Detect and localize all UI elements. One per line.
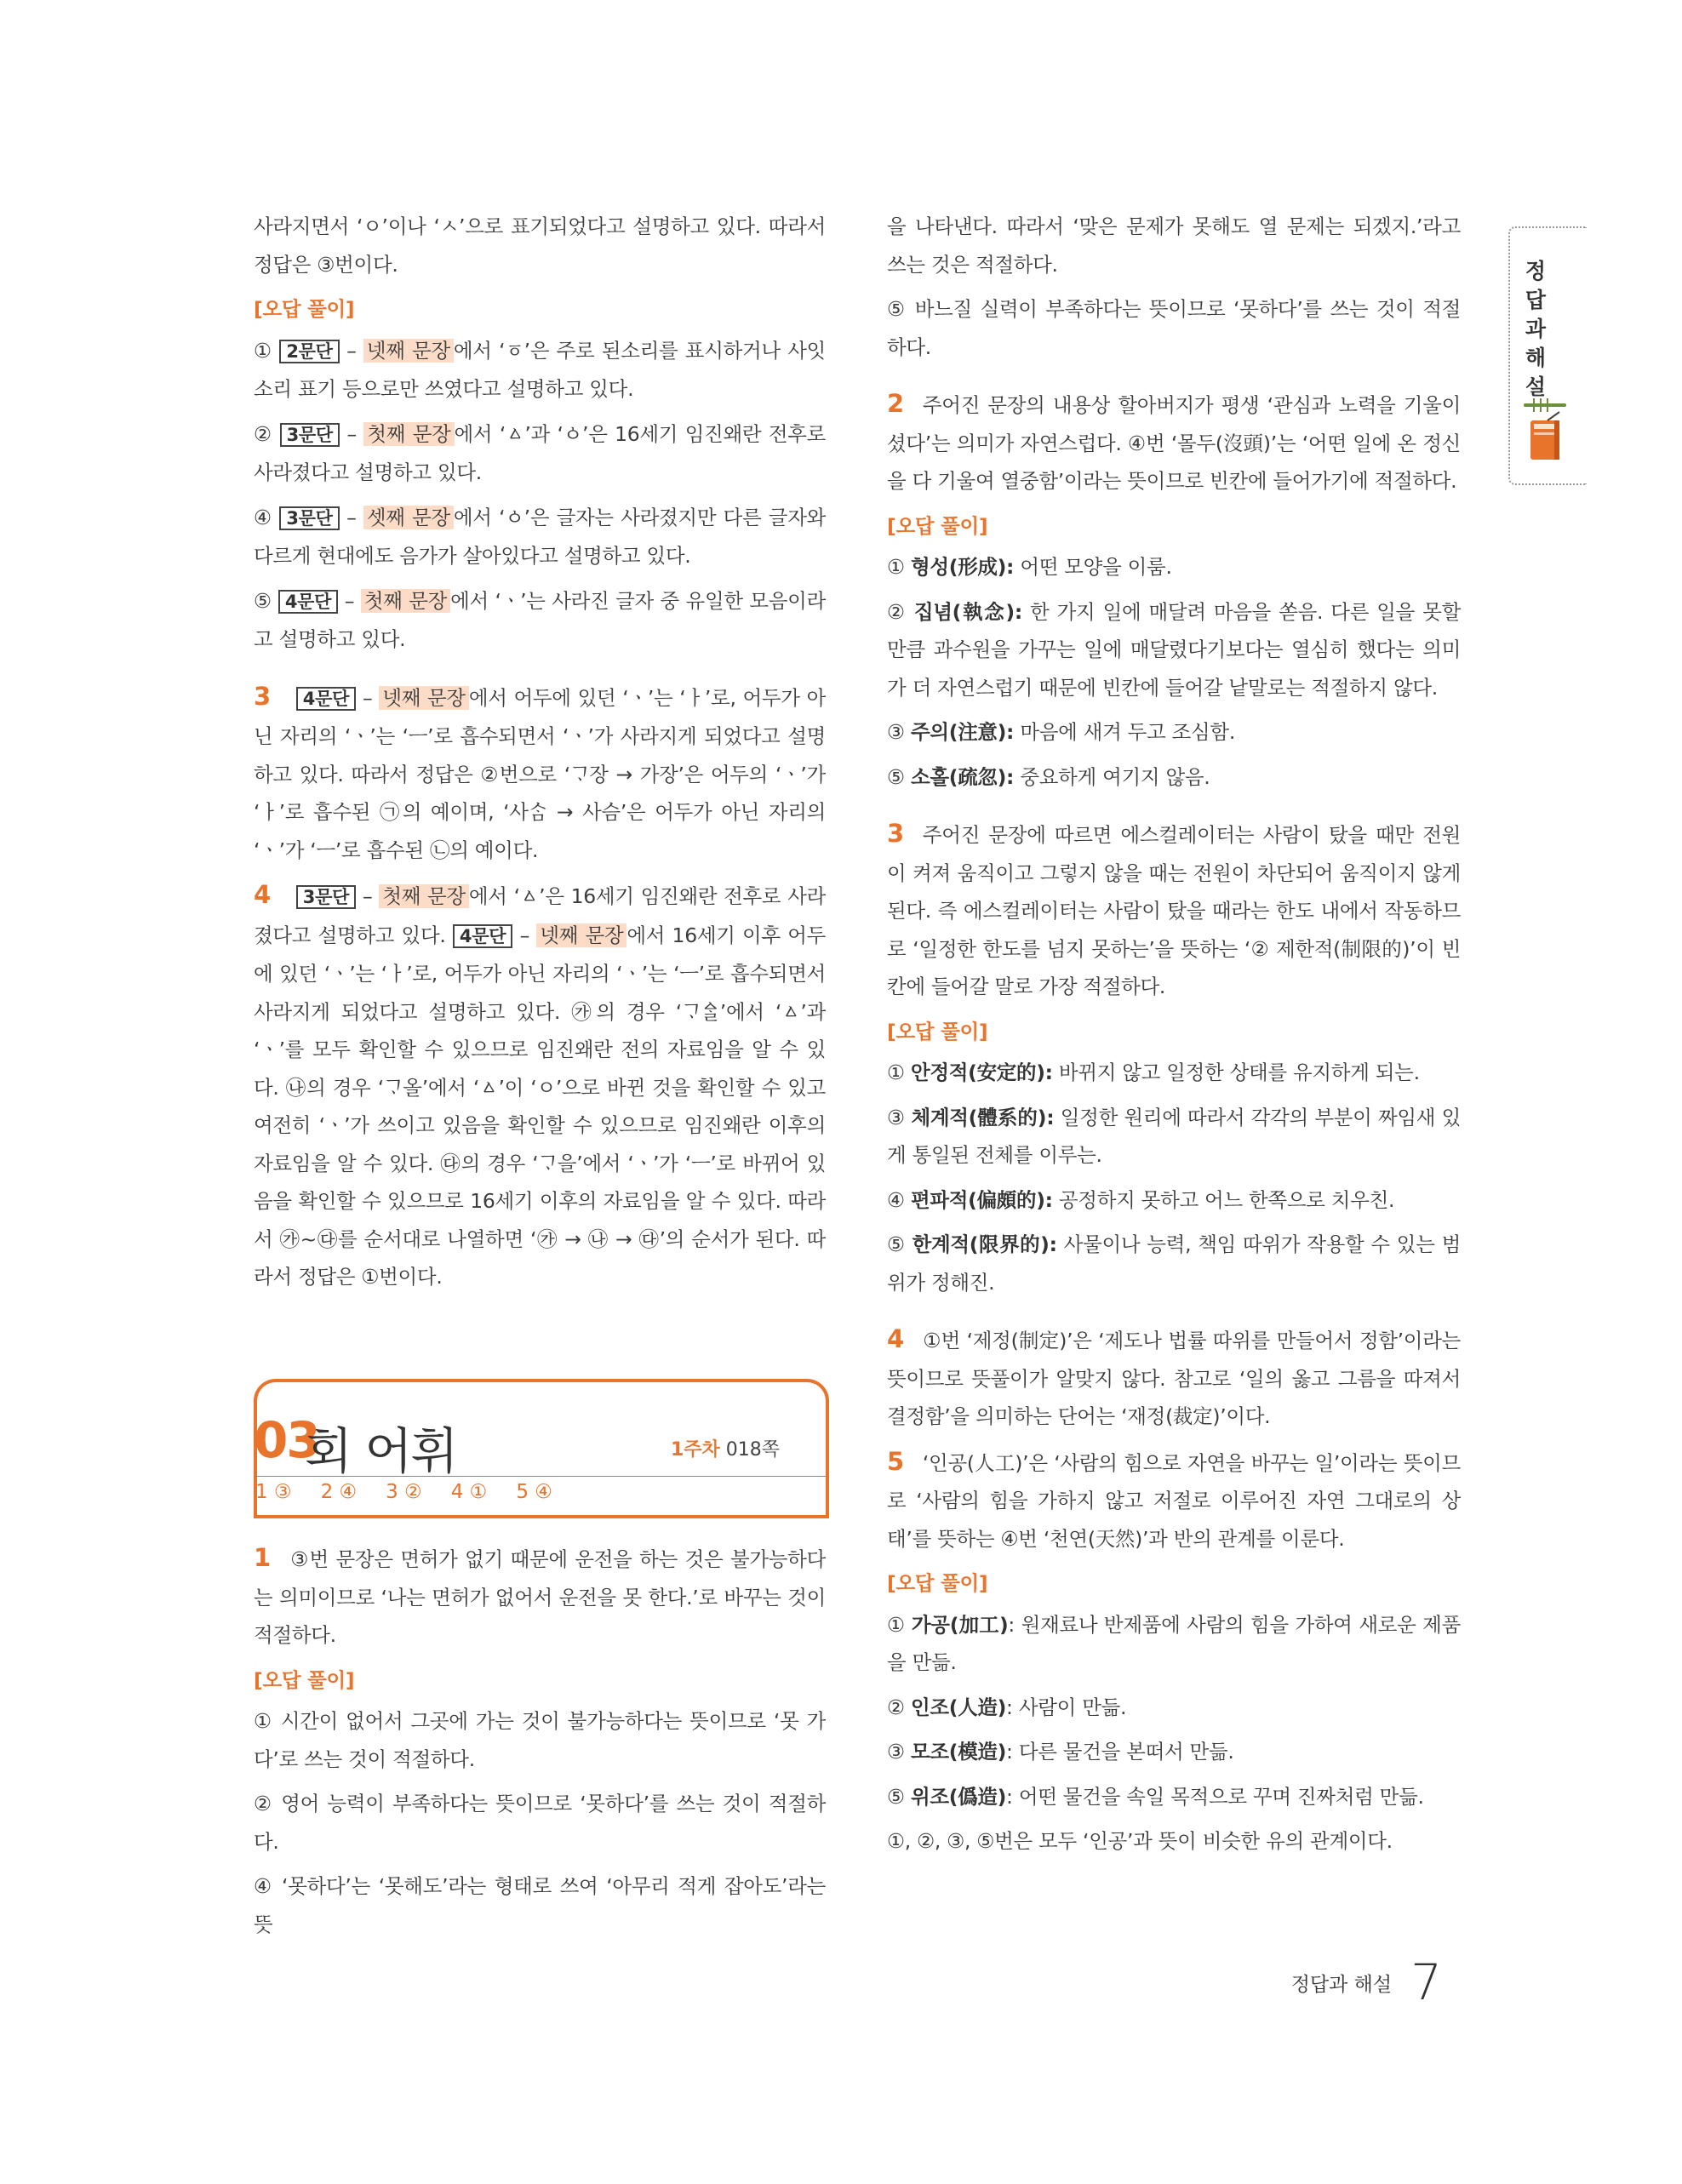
definition-item: ① 안정적(安定的): 바뀌지 않고 일정한 상태를 유지하게 되는. <box>887 1061 1420 1084</box>
paragraph-ref-box: 3문단 <box>280 423 340 447</box>
sentence-highlight: 넷째 문장 <box>379 686 469 710</box>
answer-key-item: 5 ④ <box>516 1481 552 1503</box>
wrong-answer-heading: [오답 풀이] <box>887 1019 988 1043</box>
closing-note: ①, ②, ③, ⑤번은 모두 ‘인공’과 뜻이 비슷한 유의 관계이다. <box>887 1829 1393 1853</box>
question-number: 3 <box>254 681 271 711</box>
section-divider <box>254 1476 826 1477</box>
wrong-answer-heading: [오답 풀이] <box>254 1667 355 1692</box>
definition-item: ④ 편파적(偏頗的): 공정하지 못하고 어느 한쪽으로 치우친. <box>887 1187 1395 1212</box>
wrong-answer-heading: [오답 풀이] <box>887 513 988 538</box>
sentence-highlight: 넷째 문장 <box>363 339 454 363</box>
definition-item: ② 집념(執念): 한 가지 일에 매달려 마음을 쏟음. 다른 일을 못할 만큼 과수원을 가꾸는 일에 매달렸다기보다는 열심히 했다는 의미가 더 자연스럽기 때문에 빈칸에 들어갈 낱말로는 적절하지 않다. <box>887 599 1461 700</box>
wrong-answer-item: ① 시간이 없어서 그곳에 가는 것이 불가능하다는 뜻이므로 ‘못 가다’로 쓰는 것이 적절하다. <box>254 1709 826 1771</box>
sentence-highlight: 셋째 문장 <box>363 506 454 529</box>
paragraph-ref-box: 4문단 <box>278 590 338 614</box>
wrong-answer-item: ② 영어 능력이 부족하다는 뜻이므로 ‘못하다’를 쓰는 것이 적절하다. <box>254 1792 826 1854</box>
definition-item: ③ 주의(注意): 마음에 새겨 두고 조심함. <box>887 720 1236 744</box>
side-tab-char: 정 <box>1525 259 1547 283</box>
sentence-highlight: 첫째 문장 <box>379 884 469 908</box>
question-2-explanation: 2 주어진 문장의 내용상 할아버지가 평생 ‘관심과 노력을 기울이셨다’는 의미가 자연스럽다. ④번 ‘몰두(沒頭)’는 ‘어떤 일에 온 정신을 다 기울여 열중함’이라는 뜻이므로 빈칸에 들어가기에 적절하다. <box>887 389 1461 493</box>
question-5-explanation: 5 ‘인공(人工)’은 ‘사람의 힘으로 자연을 바꾸는 일’이라는 뜻이므로 ‘사람의 힘을 가하지 않고 저절로 이루어진 자연 그대로의 상태’를 뜻하는 ④번 ‘천연(天然)’과 반의 관계를 이룬다. <box>887 1446 1461 1551</box>
page-footer <box>1290 1953 1442 2011</box>
left-paragraph-continuation: 사라지면서 ‘ㅇ’이나 ‘ㅅ’으로 표기되었다고 설명하고 있다. 따라서 정답은 ③번이다. <box>254 214 826 277</box>
wrong-answer-item: ④ ‘못하다’는 ‘못해도’라는 형태로 쓰여 ‘아무리 적게 잡아도’라는 뜻 <box>254 1874 826 1936</box>
paragraph-ref-box: 3문단 <box>296 885 356 909</box>
answer-key-item: 1 ③ <box>255 1481 292 1503</box>
definition-item: ⑤ 소홀(疏忽): 중요하게 여기지 않음. <box>887 764 1210 789</box>
answer-key <box>255 1481 552 1503</box>
question-number: 4 <box>254 880 271 909</box>
left-column <box>254 208 826 1303</box>
section-bottom-rule <box>254 1515 829 1518</box>
question-3-explanation: 3 주어진 문장에 따르면 에스컬레이터는 사람이 탔을 때만 전원이 켜져 움직이고 그렇지 않을 때는 전원이 차단되어 움직이지 않게 된다. 즉 에스컬레이터는 사람이 탔을 때라는 한도 내에서 작동하므로 ‘일정한 한도를 넘지 못하는’을 뜻하는 ‘② 제한적(制限的)’이 빈칸에 들어갈 말로 가장 적절하다. <box>887 819 1461 998</box>
section-title: 회 어휘 <box>305 1422 457 1480</box>
question-4-explanation: 4 ①번 ‘제정(制定)’은 ‘제도나 법률 따위를 만들어서 정함’이라는 뜻이므로 뜻풀이가 알맞지 않다. 참고로 ‘일의 옳고 그름을 따져서 결정함’을 의미하는 단어는 ‘재정(裁定)’이다. <box>887 1324 1461 1428</box>
section-number: 03 <box>254 1411 319 1469</box>
side-tab-char: 과 <box>1525 317 1547 341</box>
sentence-highlight: 넷째 문장 <box>536 923 626 947</box>
footer-label: 정답과 해설 <box>1290 1973 1393 1996</box>
question-number: 5 <box>887 1446 904 1476</box>
paragraph-ref-box: 2문단 <box>279 340 339 363</box>
definition-item: ② 인조(人造): 사람이 만듦. <box>887 1695 1127 1719</box>
side-tab-char: 설 <box>1525 374 1547 399</box>
paragraph-ref-box: 4문단 <box>453 924 512 948</box>
side-tab-char: 답 <box>1525 288 1547 312</box>
wrong-answer-item: ④ 3문단 – 셋째 문장 에서 ‘ㆁ’은 글자는 사라졌지만 다른 글자와 다르게 현대에도 음가가 살아있다고 설명하고 있다. <box>254 505 826 568</box>
left-column-lower <box>254 1539 826 1950</box>
definition-item: ③ 모조(模造): 다른 물건을 본떠서 만듦. <box>887 1740 1234 1764</box>
question-number: 4 <box>887 1324 904 1353</box>
paragraph-ref-box: 4문단 <box>296 687 356 711</box>
question-number: 1 <box>254 1543 271 1572</box>
question-4-explanation: 4 3문단 – 첫째 문장 에서 ‘ㅿ’은 16세기 임진왜란 전후로 사라졌다고 설명하고 있다. 4문단 – 넷째 문장 에서 16세기 이후 어두에 있던 ‘ㆍ’는 ‘ㅏ’로, 어두가 아닌 자리의 ‘ㆍ’는 ‘ㅡ’로 흡수되면서 사라지게 되었다고 설명하고 있다. ㉮의 경우 ‘ᄀᆞᅀᆞᆯ’에서 ‘ㅿ’과 ‘ㆍ’를 모두 확인할 수 있으므로 임진왜란 전의 자료임을 알 수 있다. ㉯의 경우 ‘ᄀᆞ올’에서 ‘ㅿ’이 ‘ㅇ’으로 바뀐 것을 확인할 수 있고 여전히 ‘ㆍ’가 쓰이고 있음을 확인할 수 있으므로 임진왜란 이후의 자료임을 알 수 있다. ㉰의 경우 ‘ᄀᆞ을’에서 ‘ㆍ’가 ‘ㅡ’로 바뀌어 있음을 확인할 수 있으므로 16세기 이후의 자료임을 알 수 있다. 따라서 ㉮~㉰를 순서대로 나열하면 ‘㉮ → ㉯ → ㉰’의 순서가 된다. 따라서 정답은 ①번이다. <box>254 880 827 1289</box>
right-paragraph-continuation: 을 나타낸다. 따라서 ‘맞은 문제가 못해도 열 문제는 되겠지.’라고 쓰는 것은 적절하다. <box>887 214 1461 277</box>
right-column <box>887 208 1461 1867</box>
wrong-answer-item: ⑤ 바느질 실력이 부족하다는 뜻이므로 ‘못하다’를 쓰는 것이 적절하다. <box>887 297 1461 359</box>
definition-item: ③ 체계적(體系的): 일정한 원리에 따라서 각각의 부분이 짜임새 있게 통일된 전체를 이루는. <box>887 1105 1461 1167</box>
wrong-answer-heading: [오답 풀이] <box>254 297 355 321</box>
sentence-highlight: 첫째 문장 <box>361 589 450 613</box>
question-number: 2 <box>887 389 904 418</box>
question-1-explanation: 1 ③번 문장은 면허가 없기 때문에 운전을 하는 것은 불가능하다는 의미이므로 ‘나는 면허가 없어서 운전을 못 한다.’로 바꾸는 것이 적절하다. <box>254 1543 826 1647</box>
answer-key-item: 3 ② <box>386 1481 422 1503</box>
wrong-answer-heading: [오답 풀이] <box>887 1571 988 1595</box>
side-tab-char: 해 <box>1525 346 1547 370</box>
sentence-highlight: 첫째 문장 <box>363 422 454 446</box>
answer-key-item: 4 ① <box>450 1481 488 1503</box>
question-3-explanation: 3 4문단 – 넷째 문장 에서 어두에 있던 ‘ㆍ’는 ‘ㅏ’로, 어두가 아닌 자리의 ‘ㆍ’는 ‘ㅡ’로 흡수되면서 ‘ㆍ’가 사라지게 되었다고 설명하고 있다. 따라서 정답은 ②번으로 ‘ᄀᆞ장 → 가장’은 어두의 ‘ㆍ’가 ‘ㅏ’로 흡수된 ㉠의 예이며, ‘사ᄉᆞᆷ → 사슴’은 어두가 아닌 자리의 ‘ㆍ’가 ‘ㅡ’로 흡수된 ㉡의 예이다. <box>254 681 827 862</box>
section-page-ref: 1주차 018쪽 <box>670 1439 780 1461</box>
wrong-answer-item: ① 2문단 – 넷째 문장 에서 ‘ㆆ’은 주로 된소리를 표시하거나 사잇소리 표기 등으로만 쓰였다고 설명하고 있다. <box>254 338 826 401</box>
wrong-answer-item: ⑤ 4문단 – 첫째 문장 에서 ‘ㆍ’는 사라진 글자 중 유일한 모음이라고 설명하고 있다. <box>254 588 826 651</box>
definition-item: ① 가공(加工): 원재료나 반제품에 사람의 힘을 가하여 새로운 제품을 만듦. <box>887 1612 1461 1674</box>
definition-item: ① 형성(形成): 어떤 모양을 이룸. <box>887 555 1172 579</box>
definition-item: ⑤ 한계적(限界的): 사물이나 능력, 책임 따위가 작용할 수 있는 범위가 정해진. <box>887 1232 1462 1295</box>
side-tab <box>1508 226 1587 485</box>
wrong-answer-item: ② 3문단 – 첫째 문장 에서 ‘ㅿ’과 ‘ㆁ’은 16세기 임진왜란 전후로 사라졌다고 설명하고 있다. <box>254 421 827 484</box>
side-tab-label <box>1510 257 1561 402</box>
answer-key-item: 2 ④ <box>320 1481 358 1503</box>
page-number: 7 <box>1410 1953 1442 2011</box>
definition-item: ⑤ 위조(僞造): 어떤 물건을 속일 목적으로 꾸며 진짜처럼 만듦. <box>887 1784 1424 1809</box>
book-pen-icon <box>1522 395 1570 466</box>
question-number: 3 <box>887 819 904 848</box>
paragraph-ref-box: 3문단 <box>279 506 339 530</box>
